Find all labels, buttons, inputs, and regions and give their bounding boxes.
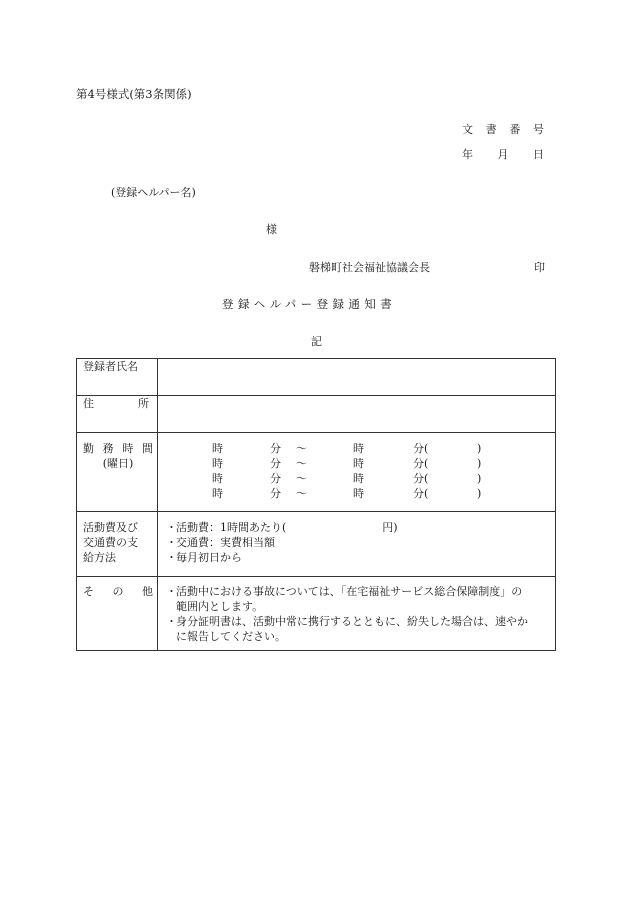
work-hours-row (77, 433, 556, 512)
other-item-line: 身分証明書は、活動中常に携行するとともに、紛失した場合は、速やか (176, 615, 528, 628)
range-tilde: 〜 (296, 487, 307, 500)
start-hour-unit: 時 (212, 472, 223, 485)
address-value-cell[interactable] (158, 396, 556, 433)
weekday-paren-close: ) (477, 487, 482, 500)
other-item (166, 584, 549, 614)
name-label-cell (77, 359, 158, 396)
doc-number-char: 番 (509, 123, 521, 136)
end-hour-unit: 時 (353, 487, 364, 500)
start-hour-unit: 時 (212, 442, 223, 455)
work-label-char: 勤 (83, 442, 94, 455)
payment-timing-text: 毎月初日から (176, 551, 242, 564)
name-row (77, 359, 556, 396)
work-label-char: 間 (141, 442, 153, 455)
expense-label-line: 活動費及び (83, 521, 138, 534)
weekday-label: (曜日) (102, 457, 134, 470)
end-hour-unit: 時 (353, 442, 364, 455)
other-item (166, 614, 549, 644)
other-item-line: 活動中における事故については、「在宅福祉サービス総合保障制度」の (176, 585, 523, 598)
end-hour-unit: 時 (353, 472, 364, 485)
other-value-cell (158, 577, 556, 651)
work-hours-label-cell (77, 433, 158, 512)
address-label (83, 396, 153, 411)
expense-item (166, 535, 549, 550)
name-value-cell[interactable] (158, 359, 556, 396)
expense-label-line: 交通費の支 (83, 536, 138, 549)
work-label-char: 時 (122, 442, 134, 455)
address-row (77, 396, 556, 433)
other-label-char: 他 (142, 585, 153, 598)
activity-fee-yen: 円) (382, 521, 398, 534)
end-hour-unit: 時 (353, 457, 364, 470)
notice-table (76, 358, 556, 651)
other-label-char: の (112, 585, 124, 598)
doc-number-char: 文 (462, 123, 473, 136)
start-minute-unit: 分 (270, 487, 281, 500)
name-label: 登録者氏名 (83, 360, 138, 373)
schedule-row (158, 456, 555, 471)
weekday-paren-close: ) (477, 442, 482, 455)
bullet: ・ (166, 536, 177, 549)
bullet: ・ (166, 615, 177, 628)
end-minute-unit: 分 (413, 457, 424, 470)
range-tilde: 〜 (296, 457, 307, 470)
doc-number-char: 号 (532, 123, 544, 136)
range-tilde: 〜 (296, 442, 307, 455)
helper-name-label: (登録ヘルパー名) (111, 186, 196, 199)
document-title: 登録ヘルパー登録通知書 (222, 297, 397, 311)
other-item-line: 範囲内とします。 (176, 600, 264, 613)
work-hours-label (83, 441, 153, 456)
start-minute-unit: 分 (270, 442, 281, 455)
bullet: ・ (166, 585, 177, 598)
bullet: ・ (166, 551, 177, 564)
work-label-char: 務 (102, 442, 114, 455)
date-year: 年 (462, 148, 473, 161)
date-label (462, 149, 544, 160)
schedule-row (158, 471, 555, 486)
work-hours-value-cell[interactable] (158, 433, 556, 512)
other-row (77, 577, 556, 651)
address-label-char: 住 (83, 397, 94, 410)
bullet: ・ (166, 521, 177, 534)
seal-mark: 印 (534, 261, 545, 274)
expense-row (77, 512, 556, 577)
end-minute-unit: 分 (413, 487, 424, 500)
expense-label (83, 512, 153, 565)
ki-heading: 記 (311, 335, 322, 348)
start-hour-unit: 時 (212, 457, 223, 470)
expense-item (166, 550, 549, 565)
form-number: 第4号様式(第3条関係) (76, 87, 192, 101)
address-label-char: 所 (138, 397, 149, 410)
other-label (83, 584, 153, 599)
honorific: 様 (266, 223, 277, 236)
end-minute-unit: 分 (413, 472, 424, 485)
transport-fee-text: 交通費：実費相当額 (176, 536, 275, 549)
date-day: 日 (533, 148, 544, 161)
weekday-paren-open: ( (424, 442, 429, 455)
document-number-label (462, 124, 544, 135)
schedule-row (158, 486, 555, 501)
expense-item (166, 520, 549, 535)
activity-fee-text: 活動費：1時間あたり( (176, 521, 287, 534)
start-hour-unit: 時 (212, 487, 223, 500)
date-month: 月 (497, 148, 509, 161)
issuer-name: 磐梯町社会福祉協議会長 (309, 261, 430, 274)
weekday-paren-open: ( (424, 487, 429, 500)
expense-label-line: 給方法 (83, 551, 116, 564)
doc-number-char: 書 (485, 123, 497, 136)
expense-label-cell (77, 512, 158, 577)
start-minute-unit: 分 (270, 472, 281, 485)
other-item-line: に報告してください。 (176, 630, 286, 643)
weekday-paren-open: ( (424, 457, 429, 470)
expense-value-cell (158, 512, 556, 577)
schedule-row (158, 441, 555, 456)
other-label-char: そ (83, 585, 94, 598)
other-label-cell (77, 577, 158, 651)
weekday-paren-close: ) (477, 472, 482, 485)
start-minute-unit: 分 (270, 457, 281, 470)
range-tilde: 〜 (296, 472, 307, 485)
address-label-cell (77, 396, 158, 433)
weekday-paren-close: ) (477, 457, 482, 470)
end-minute-unit: 分 (413, 442, 424, 455)
weekday-paren-open: ( (424, 472, 429, 485)
